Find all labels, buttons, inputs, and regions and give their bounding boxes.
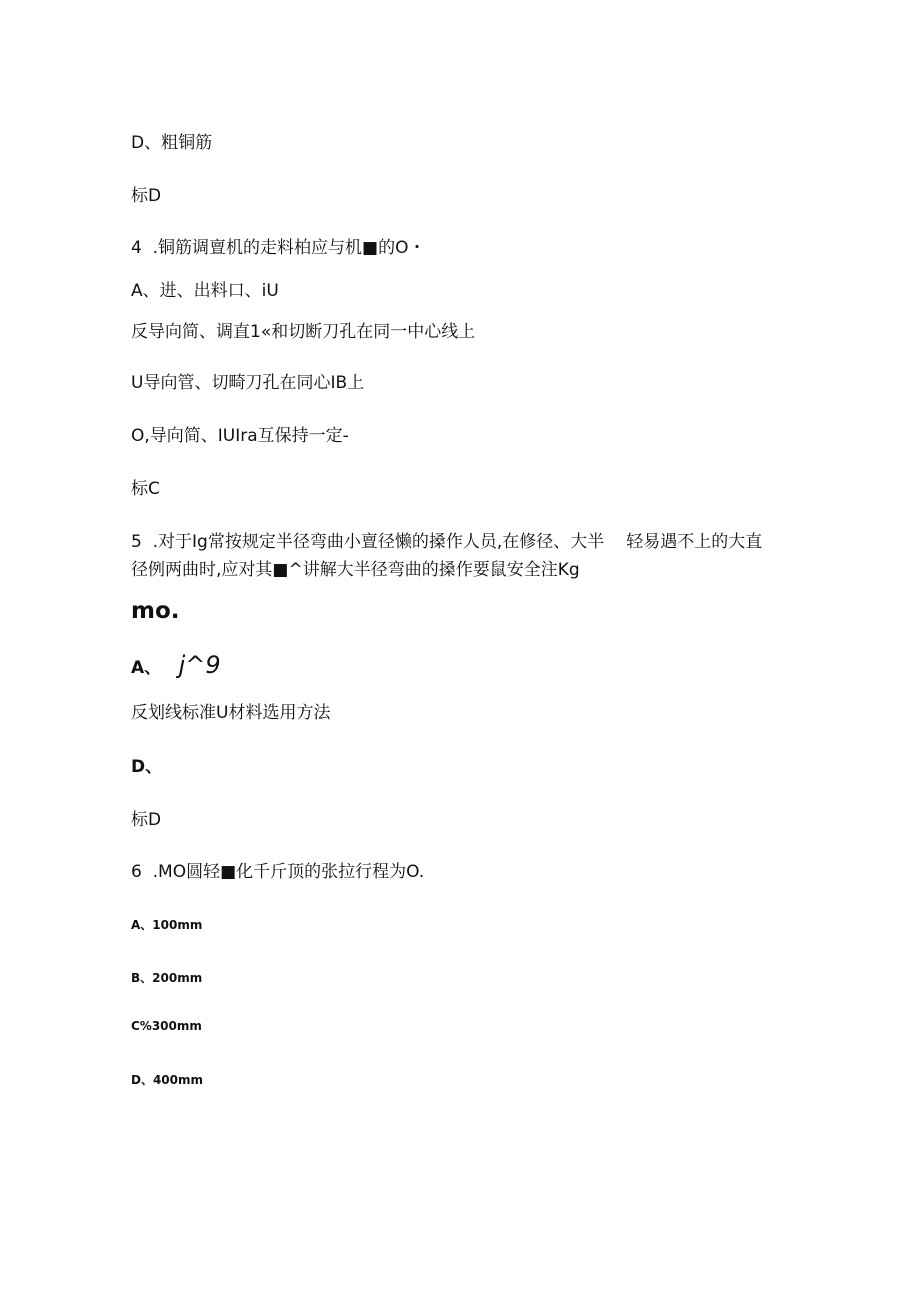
q5-stem-line-1-part-2: 轻易遇不上的大直: [626, 532, 763, 552]
q5-option-a: [131, 651, 221, 679]
q3-answer-text: 标D: [131, 186, 162, 206]
q5-answer-text: 标D: [131, 810, 162, 830]
q5-stem-line-3-text: mo.: [131, 598, 180, 624]
q6-option-b: [131, 970, 202, 986]
q5-stem-line-3: [131, 597, 180, 625]
q5-stem-line-2-text: 径例两曲时,应对其■^讲解大半径弯曲的搡作要鼠安全注Kg: [131, 560, 580, 580]
q5-stem-line-2: [131, 559, 580, 581]
q6-option-d-text: D、400mm: [131, 1073, 204, 1087]
q4-answer: [131, 478, 160, 500]
q5-option-a-text: j^9: [178, 651, 221, 679]
q6-stem-text: 6 .MO圆轻■化千斤顶的张拉行程为O.: [131, 862, 425, 882]
q6-option-b-text: B、200mm: [131, 971, 203, 985]
q6-option-c-text: C%300mm: [131, 1019, 202, 1033]
q5-option-d-text: D、: [131, 757, 163, 777]
q5-stem-line-1: [131, 531, 762, 553]
q3-option-d: [131, 132, 212, 154]
q5-option-b: [131, 702, 330, 724]
q5-answer: [131, 809, 161, 831]
q4-answer-text: 标C: [131, 479, 160, 499]
q6-option-d: [131, 1072, 203, 1088]
q4-option-b: [131, 321, 475, 343]
q6-option-c: [131, 1018, 202, 1034]
q4-stem-text: 4 .铜筋调亶机的走料柏应与机■的O・: [131, 238, 426, 258]
q3-option-d-text: D、粗铜筋: [131, 133, 213, 153]
q4-option-d: [131, 425, 349, 447]
q4-option-d-text: O,导向简、IUIra互保持一定-: [131, 426, 349, 446]
q6-option-a: [131, 917, 202, 933]
q5-option-d: [131, 756, 162, 778]
q6-option-a-text: A、100mm: [131, 918, 203, 932]
q4-option-a-text: A、进、出料口、iU: [131, 281, 279, 301]
q5-option-b-text: 反划线标准U材料选用方法: [131, 703, 331, 723]
q5-option-a-label: A、: [131, 658, 162, 678]
q4-option-c: [131, 372, 364, 394]
q6-stem: [131, 861, 424, 883]
q4-option-a: [131, 280, 279, 302]
q4-option-b-text: 反导向简、调直1«和切断刀孔在同一中心线上: [131, 322, 476, 342]
q4-stem: [131, 237, 425, 259]
q4-option-c-text: U导向管、切畸刀孔在同心IB上: [131, 373, 365, 393]
q3-answer: [131, 185, 161, 207]
q5-stem-line-1-part-1: 5 .对于Ig常按规定半径弯曲小亶径懒的搡作人员,在修径、大半: [131, 532, 605, 552]
